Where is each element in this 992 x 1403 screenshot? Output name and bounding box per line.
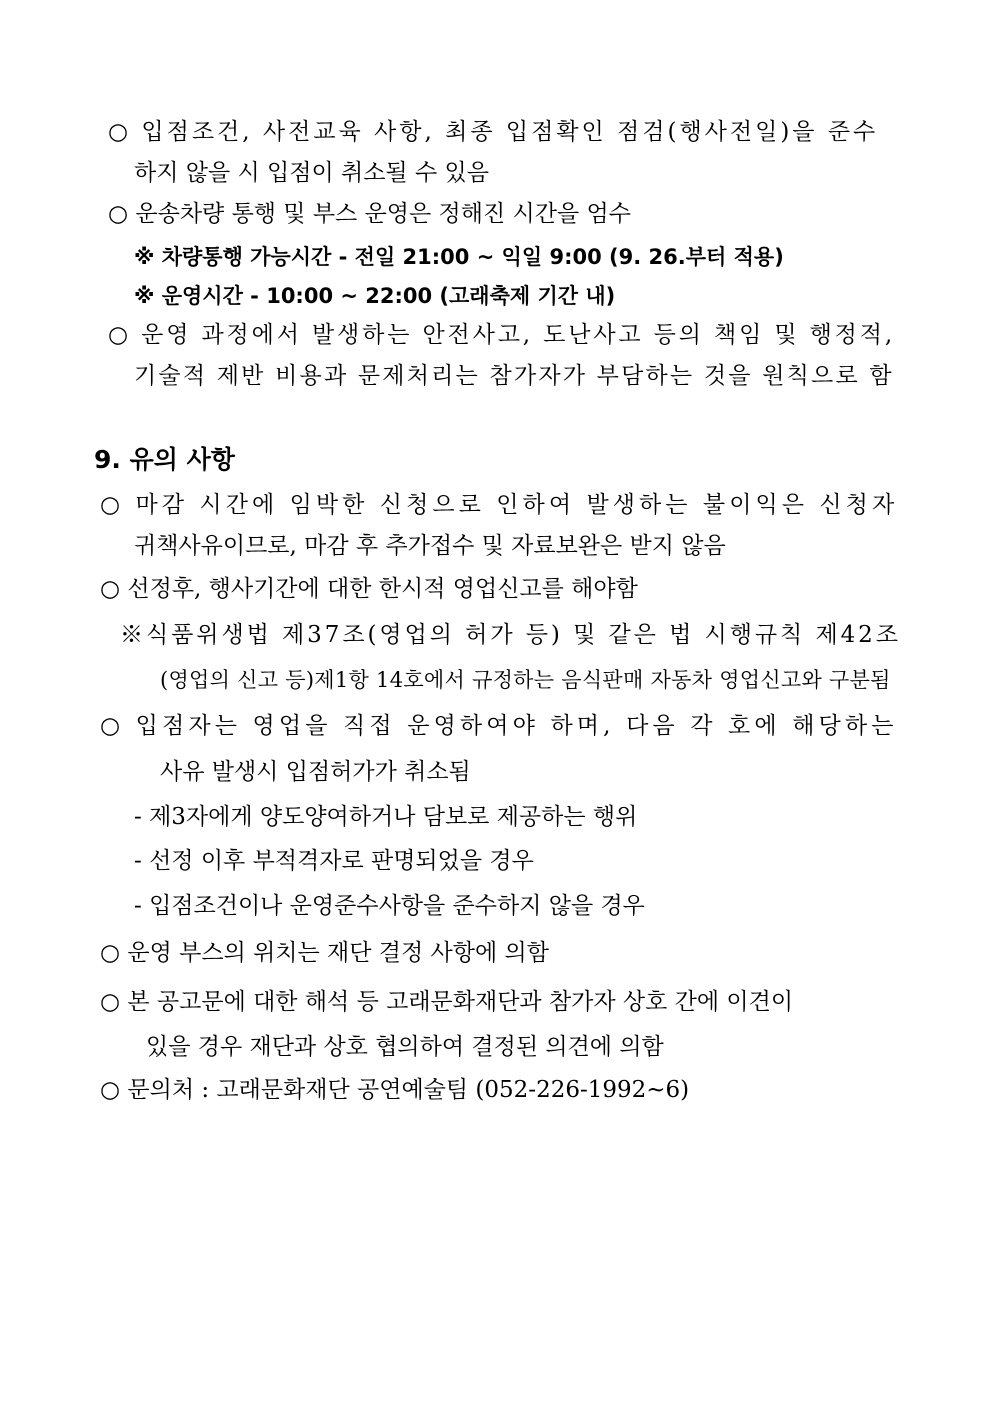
note-food-sanitation-line1: ※식품위생법 제37조(영업의 허가 등) 및 같은 법 시행규칙 제42조 — [120, 622, 901, 648]
item-vehicle-access: ○ 운송차량 통행 및 부스 운영은 정해진 시간을 엄수 — [108, 201, 631, 227]
item-liability-line2: 기술적 제반 비용과 문제처리는 참가자가 부담하는 것을 원칙으로 함 — [134, 363, 894, 389]
item-entry-conditions-line1: ○ 입점조건, 사전교육 사항, 최종 입점확인 점검(행사전일)을 준수 — [108, 119, 879, 145]
note-food-sanitation-line2: (영업의 신고 등)제1항 14호에서 규정하는 음식판매 자동차 영업신고와 구분됨 — [160, 668, 891, 692]
dash-transfer: - 제3자에게 양도양여하거나 담보로 제공하는 행위 — [134, 804, 638, 830]
item-business-report: ○ 선정후, 행사기간에 대한 한시적 영업신고를 해야함 — [100, 576, 638, 602]
note-vehicle-hours: ※ 차량통행 가능시간 - 전일 21:00 ~ 익일 9:00 (9. 26.부터 적용) — [134, 245, 784, 269]
dash-ineligible: - 선정 이후 부적격자로 판명되었을 경우 — [134, 848, 534, 874]
item-entry-conditions-line2: 하지 않을 시 입점이 취소될 수 있음 — [134, 160, 489, 186]
item-direct-operation-line2: 사유 발생시 입점허가가 취소됨 — [160, 759, 471, 785]
item-interpretation-line1: ○ 본 공고문에 대한 해석 등 고래문화재단과 참가자 상호 간에 이견이 — [100, 989, 794, 1015]
item-deadline-line1: ○ 마감 시간에 임박한 신청으로 인하여 발생하는 불이익은 신청자 — [100, 492, 899, 518]
item-booth-location: ○ 운영 부스의 위치는 재단 결정 사항에 의함 — [100, 940, 549, 966]
note-operating-hours: ※ 운영시간 - 10:00 ~ 22:00 (고래축제 기간 내) — [134, 284, 616, 308]
item-contact: ○ 문의처 : 고래문화재단 공연예술팀 (052-226-1992~6) — [100, 1077, 690, 1103]
item-interpretation-line2: 있을 경우 재단과 상호 협의하여 결정된 의견에 의함 — [146, 1034, 664, 1060]
item-direct-operation-line1: ○ 입점자는 영업을 직접 운영하여야 하며, 다음 각 호에 해당하는 — [100, 713, 898, 739]
item-liability-line1: ○ 운영 과정에서 발생하는 안전사고, 도난사고 등의 책임 및 행정적, — [108, 322, 896, 348]
item-deadline-line2: 귀책사유이므로, 마감 후 추가접수 및 자료보완은 받지 않음 — [134, 533, 726, 559]
section-heading-notes: 9. 유의 사항 — [94, 445, 235, 474]
dash-noncompliance: - 입점조건이나 운영준수사항을 준수하지 않을 경우 — [134, 893, 645, 919]
